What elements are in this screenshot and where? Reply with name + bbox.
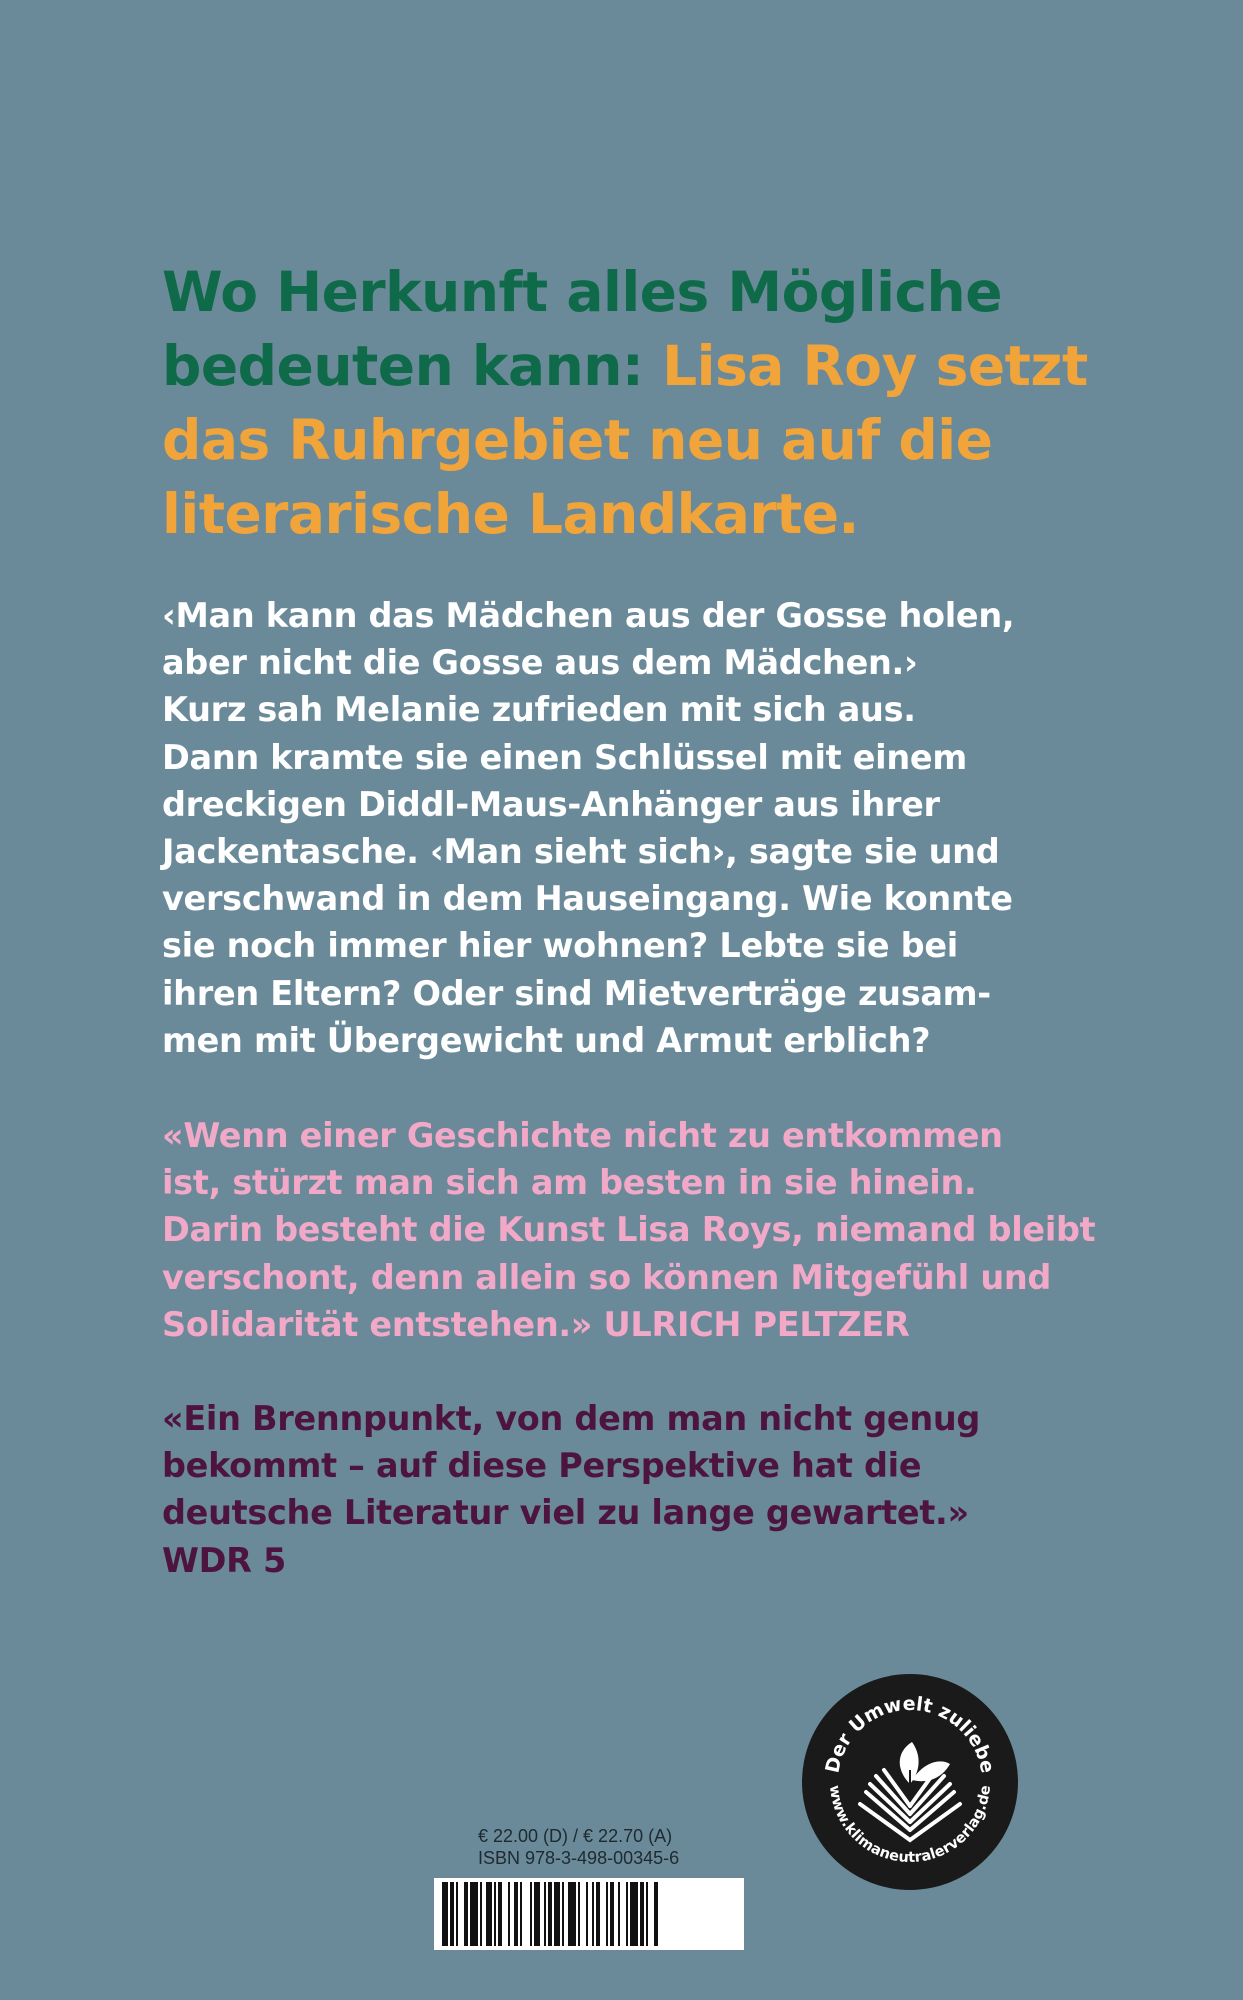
- barcode-bar: [640, 1882, 644, 1946]
- headline-part-4: das Ruhrgebiet neu auf die: [162, 408, 993, 472]
- excerpt-line: Kurz sah Melanie zufrieden mit sich aus.: [162, 690, 916, 730]
- barcode-bar: [618, 1882, 620, 1946]
- barcode: [434, 1878, 744, 1950]
- excerpt-line: dreckigen Diddl-Maus-Anhänger aus ihrer: [162, 784, 940, 824]
- barcode-bar: [498, 1882, 502, 1946]
- barcode-bar: [554, 1882, 560, 1946]
- badge-top-text: Der Umwelt zuliebe: [821, 1692, 999, 1775]
- barcode-bar: [548, 1882, 552, 1946]
- barcode-bar: [456, 1882, 458, 1946]
- quote-line: verschont, denn allein so können Mitgefühl und: [162, 1257, 1052, 1297]
- barcode-bar: [470, 1882, 478, 1946]
- excerpt-line: Jackentasche. ‹Man sieht sich›, sagte sie und: [162, 832, 1000, 872]
- badge-graphic: [800, 1672, 1020, 1892]
- review-quote-peltzer: [162, 1112, 1096, 1348]
- barcode-bar: [534, 1882, 540, 1946]
- isbn-text: ISBN 978-3-498-00345-6: [478, 1848, 680, 1868]
- excerpt-line: Dann kramte sie einen Schlüssel mit einem: [162, 737, 967, 777]
- barcode-bar: [592, 1882, 594, 1946]
- barcode-bar: [530, 1882, 532, 1946]
- review-quote-wdr: [162, 1395, 1062, 1584]
- barcode-bar: [606, 1882, 608, 1946]
- barcode-bar: [578, 1882, 580, 1946]
- excerpt-line: sie noch immer hier wohnen? Lebte sie bei: [162, 926, 958, 966]
- barcode-bar: [464, 1882, 468, 1946]
- headline-part-1: Wo Herkunft alles Mögliche: [162, 260, 1003, 324]
- excerpt-line: ihren Eltern? Oder sind Mietverträge zusam-: [162, 973, 991, 1013]
- barcode-bar: [450, 1882, 454, 1946]
- barcode-bar: [626, 1882, 628, 1946]
- barcode-bar: [442, 1882, 448, 1946]
- price-info: [478, 1825, 738, 1869]
- barcode-bar: [568, 1882, 576, 1946]
- quote-line: Darin besteht die Kunst Lisa Roys, niemand bleibt: [162, 1210, 1096, 1250]
- barcode-bar: [586, 1882, 588, 1946]
- barcode-bar: [646, 1882, 648, 1946]
- quote-line: deutsche Literatur viel zu lange gewartet.»: [162, 1493, 969, 1533]
- quote-line: WDR 5: [162, 1540, 287, 1580]
- excerpt-line: aber nicht die Gosse aus dem Mädchen.›: [162, 643, 918, 683]
- barcode-bar: [544, 1882, 546, 1946]
- headline: [162, 255, 1102, 551]
- barcode-bar: [480, 1882, 482, 1946]
- book-excerpt: [162, 592, 1062, 1064]
- excerpt-line: verschwand in dem Hauseingang. Wie konnte: [162, 879, 1013, 919]
- barcode-bar: [562, 1882, 564, 1946]
- barcode-bar: [520, 1882, 522, 1946]
- barcode-bar: [630, 1882, 638, 1946]
- quote-line: ist, stürzt man sich am besten in sie hinein.: [162, 1163, 977, 1203]
- barcode-bar: [486, 1882, 492, 1946]
- climate-neutral-badge: [800, 1672, 1020, 1892]
- headline-part-5: literarische Landkarte.: [162, 482, 859, 546]
- barcode-bar: [508, 1882, 510, 1946]
- quote-line: «Ein Brennpunkt, von dem man nicht genug: [162, 1399, 981, 1438]
- barcode-bar: [654, 1882, 658, 1946]
- excerpt-line: ‹Man kann das Mädchen aus der Gosse holen,: [162, 596, 1015, 635]
- barcode-bar: [494, 1882, 496, 1946]
- barcode-bar: [610, 1882, 614, 1946]
- headline-part-2: bedeuten kann:: [162, 334, 644, 398]
- barcode-graphic: [434, 1878, 744, 1950]
- quote-line: «Wenn einer Geschichte nicht zu entkommen: [162, 1116, 1003, 1155]
- excerpt-line: men mit Übergewicht und Armut erblich?: [162, 1020, 931, 1060]
- price-text: € 22.00 (D) / € 22.70 (A): [478, 1826, 673, 1846]
- headline-part-3: Lisa Roy setzt: [662, 334, 1088, 398]
- barcode-bar: [596, 1882, 600, 1946]
- barcode-bar: [514, 1882, 518, 1946]
- quote-line: Solidarität entstehen.» ULRICH PELTZER: [162, 1304, 910, 1344]
- quote-line: bekommt – auf diese Perspektive hat die: [162, 1446, 922, 1486]
- badge-bottom-text: www.klimaneutralerverlag.de: [825, 1784, 995, 1867]
